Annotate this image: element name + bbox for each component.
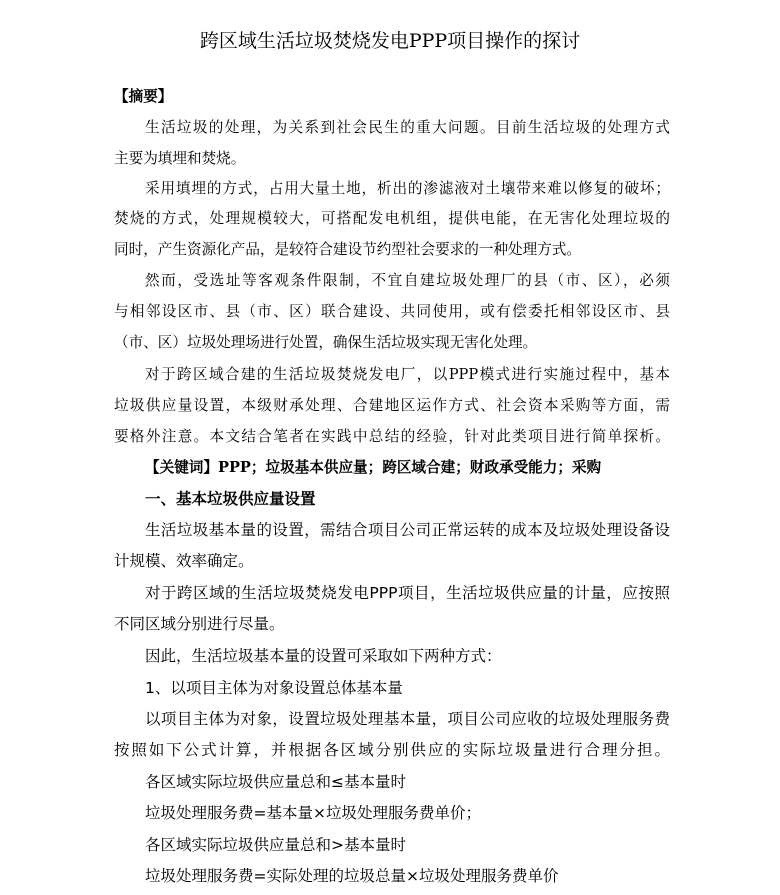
- abstract-heading: 【摘要】: [114, 88, 173, 105]
- abstract-line: 对于跨区域合建的生活垃圾焚烧发电厂，以PPP模式进行实施过程中，基本: [145, 366, 670, 383]
- body-line: 不同区域分别进行尽量。: [114, 615, 285, 633]
- abstract-line: 采用填埋的方式，占用大量土地，析出的渗滤液对土壤带来难以修复的破坏；: [145, 180, 670, 197]
- abstract-line: 焚烧的方式，处理规模较大，可搭配发电机组，提供电能，在无害化处理垃圾的: [114, 210, 670, 227]
- abstract-line: （市、区）垃圾处理场进行处置，确保生活垃圾实现无害化处理。: [114, 334, 538, 351]
- section-heading: 一、基本垃圾供应量设置: [145, 490, 316, 508]
- keywords: 【关键词】PPP；垃圾基本供应量；跨区域合建；财政承受能力；采购: [145, 459, 602, 476]
- abstract-line: 与相邻设区市、县（市、区）联合建设、共同使用，或有偿委托相邻设区市、县: [114, 303, 670, 320]
- body-line: 以项目主体为对象，设置垃圾处理基本量，项目公司应收的垃圾处理服务费: [145, 710, 670, 728]
- body-line: 垃圾处理服务费=实际处理的垃圾总量×垃圾处理服务费单价: [145, 867, 559, 885]
- abstract-line: 主要为填埋和焚烧。: [114, 150, 246, 167]
- abstract-line: 要格外注意。本文结合笔者在实践中总结的经验，针对此类项目进行简单探析。: [114, 428, 670, 445]
- body-line: 生活垃圾基本量的设置，需结合项目公司正常运转的成本及垃圾处理设备设: [145, 521, 670, 539]
- body-line: 因此，生活垃圾基本量的设置可采取如下两种方式：: [145, 647, 502, 665]
- body-line: 1、以项目主体为对象设置总体基本量: [145, 679, 403, 697]
- abstract-line: 生活垃圾的处理，为关系到社会民生的重大问题。目前生活垃圾的处理方式: [145, 119, 670, 136]
- body-line: 计规模、效率确定。: [114, 552, 254, 570]
- body-line: 按照如下公式计算，并根据各区域分别供应的实际垃圾量进行合理分担。: [114, 741, 670, 759]
- body-line: 各区域实际垃圾供应量总和≤基本量时: [145, 773, 406, 791]
- abstract-line: 同时，产生资源化产品，是较符合建设节约型社会要求的一种处理方式。: [114, 241, 582, 258]
- abstract-line: 然而，受选址等客观条件限制，不宜自建垃圾处理厂的县（市、区），必须: [145, 272, 670, 289]
- document-title: 跨区域生活垃圾焚烧发电PPP项目操作的探讨: [199, 30, 581, 52]
- abstract-line: 垃圾供应量设置，本级财承处理、合建地区运作方式、社会资本采购等方面，需: [114, 397, 670, 414]
- body-line: 各区域实际垃圾供应量总和>基本量时: [145, 836, 406, 854]
- body-line: 对于跨区域的生活垃圾焚烧发电PPP项目，生活垃圾供应量的计量，应按照: [145, 584, 670, 602]
- body-line: 垃圾处理服务费=基本量×垃圾处理服务费单价；: [145, 804, 481, 822]
